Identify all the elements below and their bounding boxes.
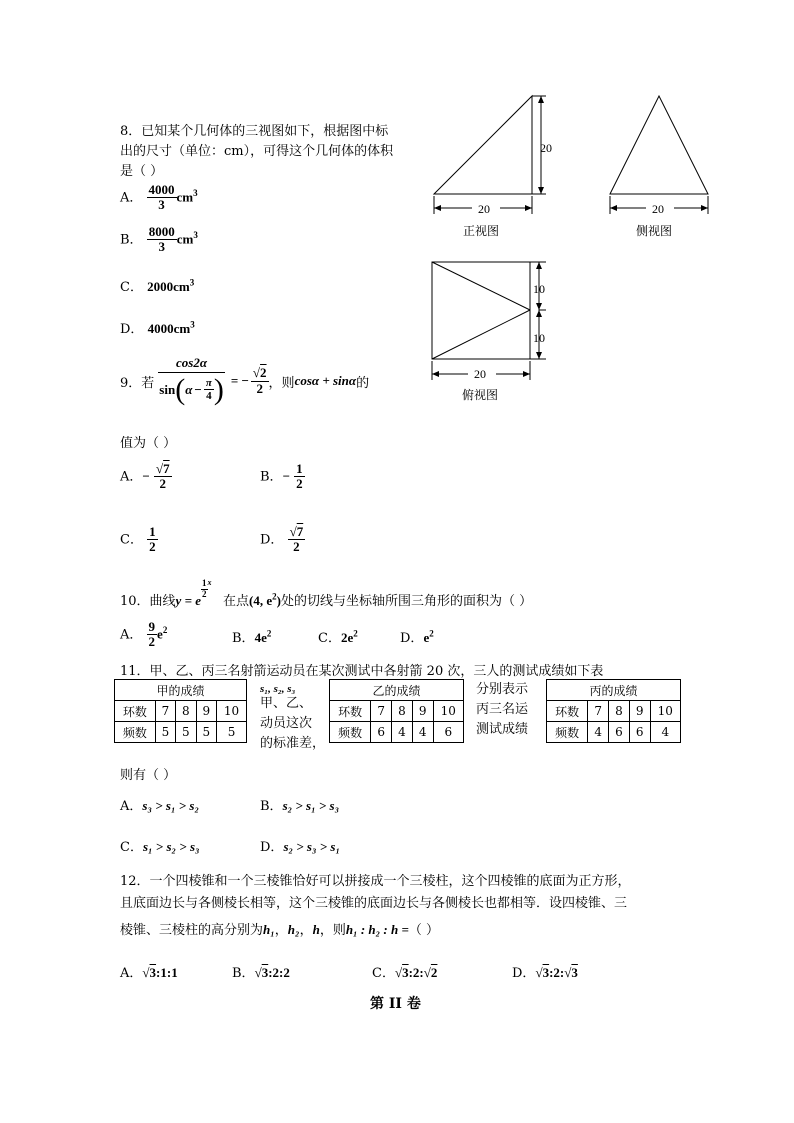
q12-option-a: A．√3:1:1 <box>120 965 178 981</box>
q12-line2: 且底面边长与各侧棱长相等，这个三棱锥的底面边长与各侧棱长也都相等．设四棱锥、三 <box>120 896 628 911</box>
front-view-shape <box>434 96 532 194</box>
q11-tail: 则有（ ） <box>120 768 177 783</box>
q9-main-fraction: cos2α sin ( α − $\frac{\pi}{4}$ ) <box>159 355 224 407</box>
q11-between-text-2: 分别表示 丙三名运 测试成绩 <box>476 682 529 737</box>
top-width-label: 20 <box>474 367 486 381</box>
q11-option-d: D．s₂ > s₃ > s₁ <box>260 839 341 855</box>
top-view-label: 俯视图 <box>462 388 499 402</box>
score-table-yi: 乙的成绩 环数 7 8 9 10 频数 6 4 4 6 <box>329 679 464 743</box>
q8-option-c: C． $2000cm^3$ <box>120 277 195 295</box>
top-view-shape <box>432 262 530 359</box>
q12-option-b: B．√3:2:2 <box>232 965 290 981</box>
section-heading: 第 II 卷 <box>370 996 421 1012</box>
top-dim-a-label: 10 <box>533 282 545 296</box>
q12-line1: 12．一个四棱锥和一个三棱锥恰好可以拼接成一个三棱柱，这个四棱锥的底面为正方形， <box>120 874 631 889</box>
q9-option-c: C． $\frac{1}{2}$ <box>120 524 156 555</box>
q9-line2: 值为（ ） <box>120 436 177 451</box>
q10-option-d: D．$e^2$ <box>400 628 434 646</box>
score-table-jia: 甲的成绩 环数 7 8 9 10 频数 5 5 5 5 <box>114 679 247 743</box>
q12-option-d: D．√3:2:√3 <box>512 965 578 981</box>
q11-option-c: C．s₁ > s₂ > s₃ <box>120 839 200 855</box>
side-view-label: 侧视图 <box>636 224 673 238</box>
q12-option-c: C．√3:2:√2 <box>372 965 438 981</box>
front-width-label: 20 <box>478 202 490 216</box>
score-table-bing: 丙的成绩 环数 7 8 9 10 频数 4 6 6 4 <box>546 679 681 743</box>
q9-option-d: D． $\frac{√7}{2}$ <box>260 524 304 555</box>
side-width-label: 20 <box>652 202 664 216</box>
q9-option-b: B．− $\frac{1}{2}$ <box>260 461 303 492</box>
q8-stem-line2: 出的尺寸（单位：cm），可得这个几何体的体积 <box>120 144 394 159</box>
q11-option-b: B．s₂ > s₁ > s₃ <box>260 798 340 814</box>
q8-option-b: B． $\frac{8000}{3}$ $cm^3$ <box>120 224 198 255</box>
q8-option-a: A． $\frac{4000}{3}$ $cm^3$ <box>120 182 198 213</box>
front-height-label: 20 <box>540 141 552 155</box>
q10-stem: 10．曲线y = e $\frac{1}{2}$ x 在点(4, $e^2$)处的切线与坐标轴所围三角形的面积为（ ） <box>120 578 533 609</box>
q12-line3: 棱锥、三棱柱的高分别为h₁，h₂，h，则h₁ : h₂ : h =（ ） <box>120 922 440 938</box>
q10-option-a: A． $\frac{9}{2}$ $e^2$ <box>120 619 168 650</box>
q9-stem: 9．若 cos2α sin ( α − $\frac{\pi}{4}$ ) = − $\frac{√2}{2}$ ，则 cosα + sinα 的 <box>120 355 370 407</box>
q9-option-a: A．− $\frac{√7}{2}$ <box>120 461 170 492</box>
q11-between-text-1: s₁, s₂, s₃ 甲、乙、 动员这次 的标准差， <box>260 683 326 751</box>
three-view-diagram <box>420 90 730 410</box>
front-view-label: 正视图 <box>463 224 500 238</box>
q8-stem-line3: 是（ ） <box>120 164 164 179</box>
side-view-shape <box>610 96 708 194</box>
q10-option-b: B．$4e^2$ <box>232 628 272 646</box>
q8-stem-line1: 8．已知某个几何体的三视图如下，根据图中标 <box>120 124 389 139</box>
q11-option-a: A．s₃ > s₁ > s₂ <box>120 798 199 814</box>
q8-option-d: D． $4000cm^3$ <box>120 319 195 337</box>
q10-option-c: C．$2e^2$ <box>318 628 358 646</box>
top-dim-b-label: 10 <box>533 331 545 345</box>
q11-stem: 11．甲、乙、丙三名射箭运动员在某次测试中各射箭 20 次，三人的测试成绩如下表 <box>120 664 604 679</box>
